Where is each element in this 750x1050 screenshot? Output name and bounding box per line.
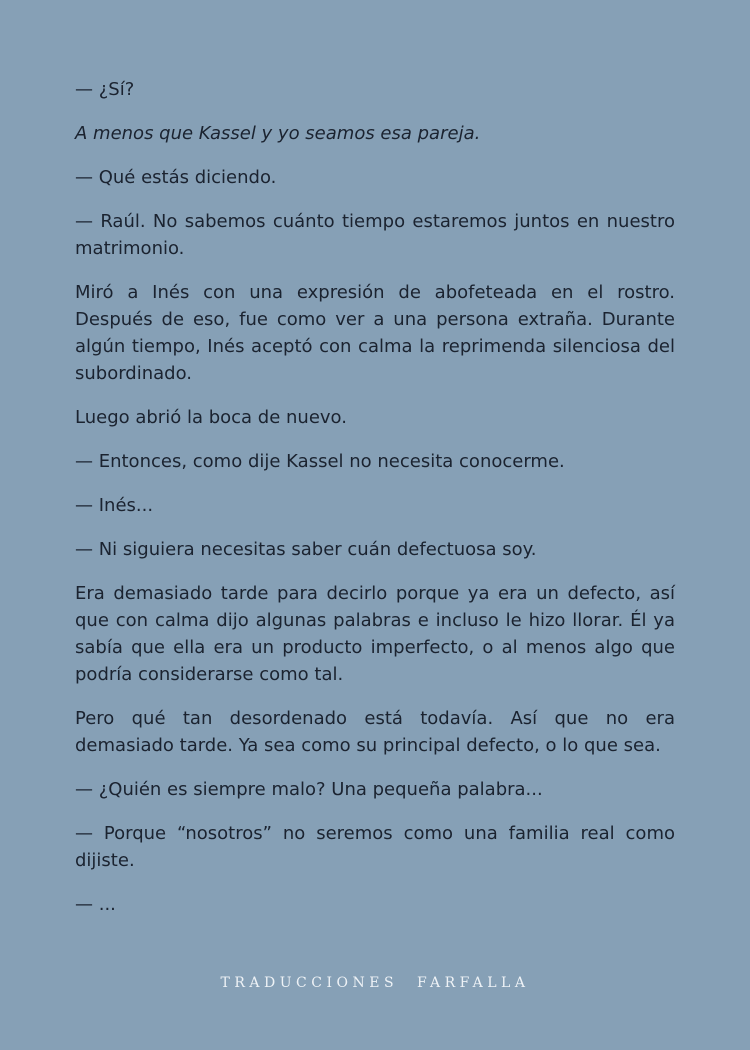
paragraph: — Qué estás diciendo.: [75, 167, 277, 188]
paragraph: — Inés...: [75, 495, 154, 516]
paragraph: — Porque “nosotros” no seremos como una familia real como dijiste.: [75, 823, 675, 871]
paragraph: Miró a Inés con una expresión de abofeteada en el rostro. Después de eso, fue como ver a una persona extraña. Durante algún tiempo, Inés aceptó con calma la reprimenda silenciosa del subordinado.: [75, 282, 675, 384]
document-body: [75, 76, 675, 935]
paragraph: Luego abrió la boca de nuevo.: [75, 407, 347, 428]
paragraph: Era demasiado tarde para decirlo porque ya era un defecto, así que con calma dijo algunas palabras e incluso le hizo llorar. Él ya sabía que ella era un producto imperfecto, o al menos algo que podría considerarse como tal.: [75, 583, 675, 685]
paragraph: — Entonces, como dije Kassel no necesita conocerme.: [75, 451, 565, 472]
paragraph: Pero qué tan desordenado está todavía. Así que no era demasiado tarde. Ya sea como su principal defecto, o lo que sea.: [75, 708, 675, 756]
paragraph: — ...: [75, 894, 116, 915]
paragraph: — Ni siguiera necesitas saber cuán defectuosa soy.: [75, 539, 537, 560]
paragraph-italic-thought: A menos que Kassel y yo seamos esa pareja.: [75, 123, 481, 144]
footer-credit: TRADUCCIONES FARFALLA: [220, 975, 530, 991]
paragraph: — Raúl. No sabemos cuánto tiempo estaremos juntos en nuestro matrimonio.: [75, 211, 675, 259]
paragraph: — ¿Quién es siempre malo? Una pequeña palabra...: [75, 779, 543, 800]
paragraph: — ¿Sí?: [75, 79, 135, 100]
